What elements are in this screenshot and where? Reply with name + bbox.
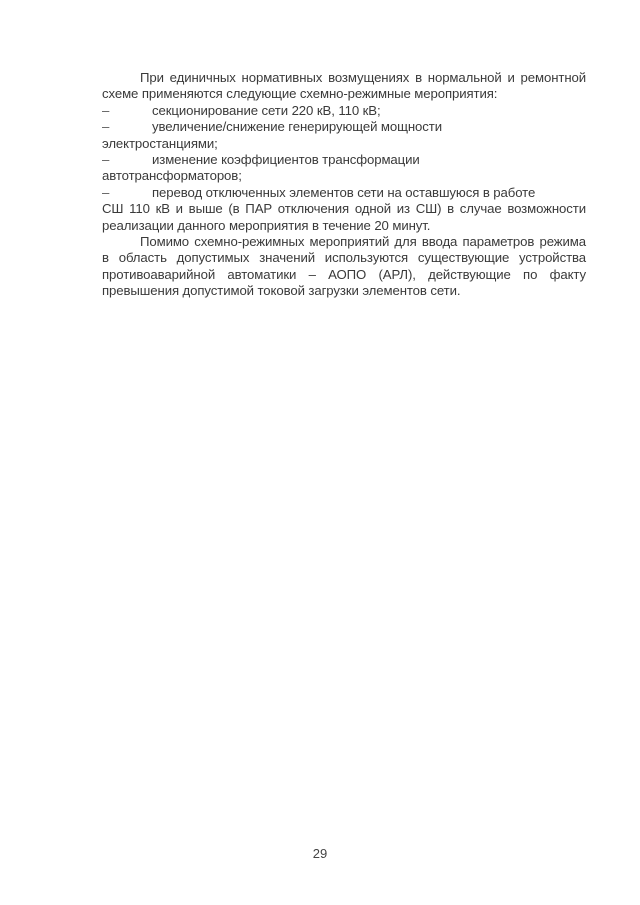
list-item	[102, 103, 586, 119]
list-item	[102, 185, 586, 234]
list-item	[102, 152, 586, 185]
list-item	[102, 119, 586, 152]
list-item-text: перевод отключенных элементов сети на оставшуюся в работе	[152, 184, 536, 200]
intro-paragraph: При единичных нормативных возмущениях в нормальной и ремонтной схеме применяются следующие схемно-режимные мероприятия:	[102, 70, 586, 102]
list-dash: –	[102, 102, 110, 118]
list-dash: –	[102, 152, 110, 168]
closing-paragraph: Помимо схемно-режимных мероприятий для ввода параметров режима в область допустимых значений используются существующие устройства противоаварийной автоматики – АОПО (АРЛ), действующие по факту превышения допустимой токовой загрузки элементов сети.	[102, 234, 586, 299]
list-item-continuation: автотрансформаторов;	[102, 168, 242, 184]
body-text	[102, 70, 586, 300]
list-item-text: секционирование сети 220 кВ, 110 кВ;	[152, 102, 381, 118]
list-item-text: увеличение/снижение генерирующей мощности	[152, 119, 442, 135]
list-dash: –	[102, 184, 110, 200]
page-number: 29	[312, 846, 328, 861]
list-item-text: изменение коэффициентов трансформации	[152, 152, 420, 168]
list-item-continuation: электростанциями;	[102, 135, 218, 151]
list-dash: –	[102, 119, 110, 135]
list-item-continuation: СШ 110 кВ и выше (в ПАР отключения одной из СШ) в случае возможности реализации данного мероприятия в течение 20 минут.	[102, 201, 586, 233]
